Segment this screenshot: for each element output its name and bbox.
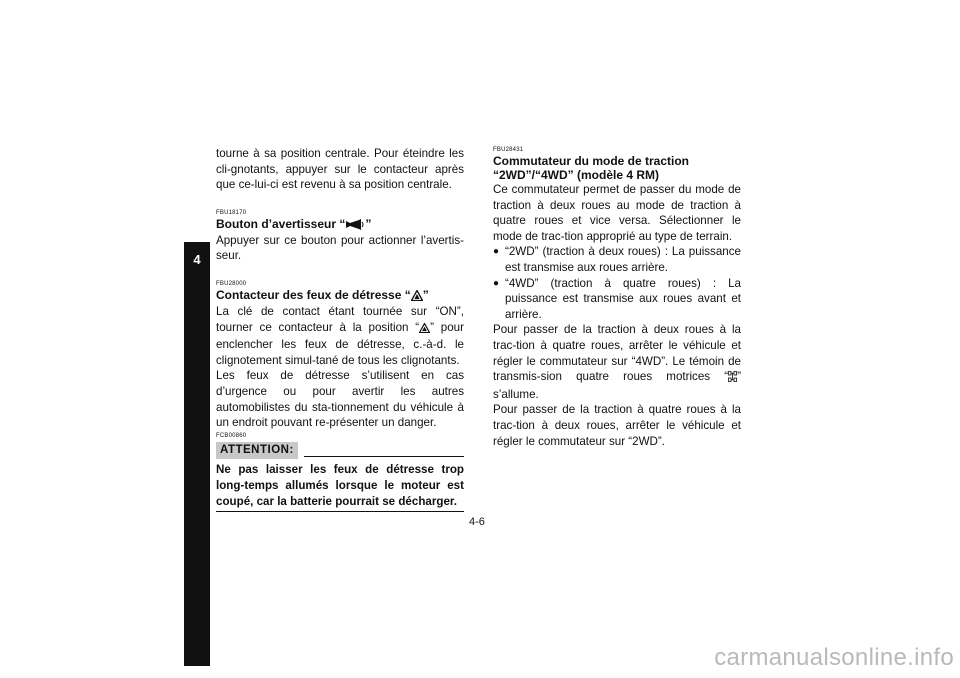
section-code-hazard: FBU28000 <box>216 280 247 287</box>
intro-paragraph: tourne à sa position centrale. Pour éteindre les cli-gnotants, appuyer sur le contacteur après que ce-lui-ci est revenu à sa position centrale. <box>216 147 464 192</box>
horn-paragraph: Appuyer sur ce bouton pour actionner l’avertis-seur. <box>216 233 464 263</box>
traction-paragraph-1 <box>493 322 741 402</box>
bullet-icon: ● <box>493 246 500 258</box>
traction-heading-line2: “2WD”/“4WD” (modèle 4 RM) <box>493 168 660 182</box>
list-item-text: “2WD” (traction à deux roues) : La puissance est transmise aux roues arrière. <box>505 245 741 274</box>
four-wheel-drive-icon <box>728 371 737 387</box>
hazard-heading-text: Contacteur des feux de détresse “ <box>216 287 411 302</box>
hazard-p1-start: La clé de contact étant tournée sur “ON”, tourner ce contacteur à la position “ <box>216 304 464 334</box>
hazard-paragraph-1 <box>216 304 464 368</box>
traction-heading-line1: Commutateur du mode de traction <box>493 154 690 168</box>
left-column <box>216 146 464 512</box>
attention-header <box>216 442 464 460</box>
footer-watermark: carmanualsonline.info <box>714 644 954 671</box>
hazard-paragraph-2: Les feux de détresse s’utilisent en cas d’urgence ou pour avertir les autres automobilistes du sta-tionnement du véhicule à un endroit pouvant re-présenter un danger. <box>216 369 464 430</box>
attention-label: ATTENTION: <box>216 442 298 460</box>
section-code-attention: FCB00860 <box>216 432 247 439</box>
section-code-traction: FBU28431 <box>493 147 524 153</box>
attention-rule <box>304 456 464 457</box>
chapter-number: 4 <box>193 252 201 267</box>
hazard-triangle-icon <box>411 290 423 304</box>
traction-paragraph-2: Pour passer de la traction à quatre roues à la trac-tion à deux roues, arrêter le véhicule et régler le commutateur sur “2WD”. <box>493 403 741 448</box>
chapter-tab <box>184 242 210 666</box>
right-column <box>493 147 741 449</box>
hazard-triangle-icon <box>419 322 430 338</box>
horn-heading <box>216 217 464 233</box>
traction-p1-start: Pour passer de la traction à deux roues à la trac-tion à quatre roues, arrêter le véhicule et régler le commutateur sur “4WD”. Le témoin de transmis-sion quatre roues motrices “ <box>493 323 741 384</box>
attention-text: Ne pas laisser les feux de détresse trop long-temps allumés lorsque le moteur est coupé, car la batterie pourrait se décharger. <box>216 459 464 512</box>
hazard-heading <box>216 288 464 304</box>
horn-heading-text: Bouton d’avertisseur “ <box>216 216 346 231</box>
traction-intro: Ce commutateur permet de passer du mode de traction à deux roues au mode de traction à quatre roues et vice versa. Sélectionner le mode de trac-tion approprié au type de terrain. <box>493 183 741 243</box>
horn-heading-end: ” <box>365 216 372 231</box>
page-number: 4-6 <box>469 516 485 528</box>
horn-icon <box>345 219 365 233</box>
traction-p1-end: ” s’allume. <box>493 370 741 401</box>
section-code-horn: FBU18170 <box>216 209 247 216</box>
list-item <box>493 244 741 275</box>
hazard-heading-end: ” <box>422 287 429 302</box>
bullet-icon: ● <box>493 277 500 289</box>
hazard-p1-end: ” pour enclencher les feux de détresse, c.-à-d. le clignotement simul-tané de tous les clignotants. <box>216 320 464 367</box>
list-item-text: “4WD” (traction à quatre roues) : La puissance est transmise aux roues avant et arrière. <box>505 276 741 321</box>
list-item <box>493 276 741 323</box>
